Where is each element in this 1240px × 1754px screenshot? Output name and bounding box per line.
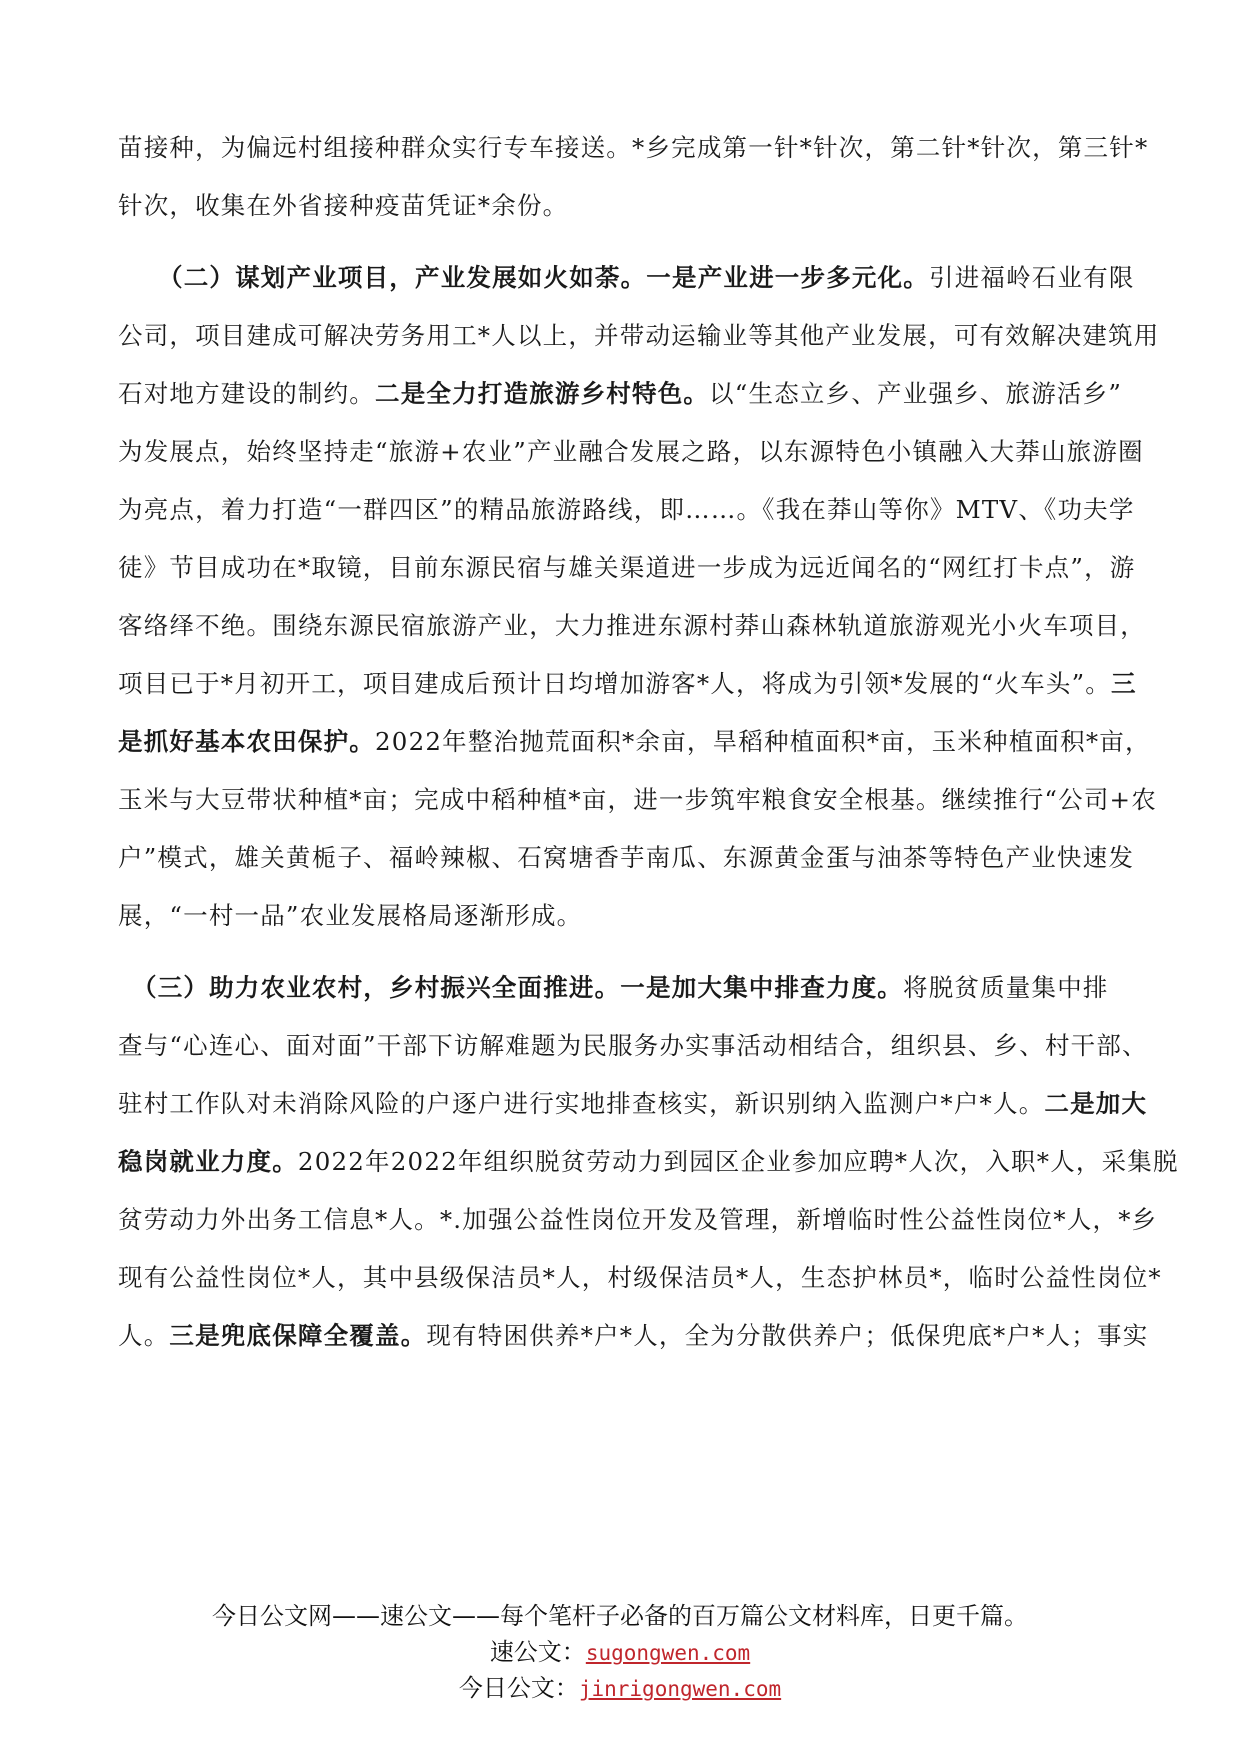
text-line xyxy=(118,1316,1149,1356)
text-line xyxy=(118,1026,1148,1066)
bold-text-segment: 二是加大 xyxy=(1044,1089,1148,1118)
text-segment: 玉米与大豆带状种植*亩；完成中稻种植*亩，进一步筑牢粮食安全根基。继续推行“公司+农 xyxy=(118,785,1157,814)
text-line xyxy=(118,664,1137,704)
text-line xyxy=(118,1084,1148,1124)
text-segment: 引进福岭石业有限 xyxy=(929,263,1135,292)
text-segment: 项目已于*月初开工，项目建成后预计日均增加游客*人，将成为引领*发展的“火车头”。 xyxy=(118,669,1111,698)
footer-sugongwen xyxy=(0,1634,1240,1671)
text-line xyxy=(118,490,1135,530)
text-line xyxy=(118,1142,1179,1182)
text-segment: 户”模式，雄关黄栀子、福岭辣椒、石窝塘香芋南瓜、东源黄金蛋与油茶等特色产业快速发 xyxy=(118,843,1135,872)
text-line xyxy=(118,374,1128,414)
bold-text-segment: 稳岗就业力度。 xyxy=(118,1147,298,1176)
sugongwen-link[interactable]: sugongwen.com xyxy=(585,1641,751,1665)
text-segment: 贫劳动力外出务工信息*人。*.加强公益性岗位开发及管理，新增临时性公益性岗位*人，*乡 xyxy=(118,1205,1158,1234)
text-line xyxy=(118,1200,1158,1240)
text-segment: 针次，收集在外省接种疫苗凭证*余份。 xyxy=(118,191,569,220)
text-line xyxy=(118,896,1128,936)
bold-text-segment: （三）助力农业农村，乡村振兴全面推进。一是加大集中排查力度。 xyxy=(132,973,903,1002)
jinrigongwen-link[interactable]: jinrigongwen.com xyxy=(578,1677,782,1701)
text-segment: 现有特困供养*户*人，全为分散供养户；低保兜底*户*人；事实 xyxy=(426,1321,1149,1350)
text-segment: 为发展点，始终坚持走“旅游+农业”产业融合发展之路，以东源特色小镇融入大莽山旅游圈 xyxy=(118,437,1144,466)
footer-slogan xyxy=(0,1598,1240,1634)
text-segment: 将脱贫质量集中排 xyxy=(903,973,1109,1002)
text-line xyxy=(118,838,1135,878)
text-line xyxy=(118,128,1149,168)
text-segment: 驻村工作队对未消除风险的户逐户进行实地排查核实，新识别纳入监测户*户*人。 xyxy=(118,1089,1045,1118)
text-segment: 现有公益性岗位*人，其中县级保洁员*人，村级保洁员*人，生态护林员*，临时公益性岗位* xyxy=(118,1263,1162,1292)
bold-text-segment: 三是兜底保障全覆盖。 xyxy=(169,1321,427,1350)
text-line xyxy=(118,316,1160,356)
bold-text-segment: 三 xyxy=(1111,669,1137,698)
text-segment: 查与“心连心、面对面”干部下访解难题为民服务办实事活动相结合，组织县、乡、村干部、 xyxy=(118,1031,1148,1060)
footer-jinrigongwen xyxy=(0,1670,1240,1707)
text-line xyxy=(118,1258,1162,1298)
text-line xyxy=(118,432,1144,472)
bold-text-segment: （二）谋划产业项目，产业发展如火如荼。一是产业进一步多元化。 xyxy=(158,263,929,292)
bold-text-segment: 是抓好基本农田保护。 xyxy=(118,727,375,756)
text-line xyxy=(132,968,1142,1008)
text-segment: 人。 xyxy=(118,1321,170,1350)
footer-slogan-text: 今日公文网——速公文——每个笔杆子必备的百万篇公文材料库，日更千篇。 xyxy=(212,1602,1028,1630)
text-segment: 以“生态立乡、产业强乡、旅游活乡” xyxy=(709,379,1123,408)
text-line xyxy=(118,780,1157,820)
footer-jinrigongwen-label: 今日公文： xyxy=(458,1674,579,1702)
text-line xyxy=(118,722,1151,762)
text-line xyxy=(158,258,1168,298)
text-segment: 2022年2022年组织脱贫劳动力到园区企业参加应聘*人次，入职*人，采集脱 xyxy=(297,1147,1179,1176)
text-segment: 为亮点，着力打造“一群四区”的精品旅游路线，即……。《我在莽山等你》MTV、《功夫学 xyxy=(118,495,1135,524)
text-segment: 客络绎不绝。围绕东源民宿旅游产业，大力推进东源村莽山森林轨道旅游观光小火车项目， xyxy=(118,611,1146,640)
text-line xyxy=(118,186,1128,226)
text-segment: 2022年整治抛荒面积*余亩，旱稻种植面积*亩，玉米种植面积*亩， xyxy=(375,727,1151,756)
text-line xyxy=(118,548,1136,588)
text-segment: 展，“一村一品”农业发展格局逐渐形成。 xyxy=(118,901,583,930)
footer-sugongwen-label: 速公文： xyxy=(489,1638,586,1666)
text-segment: 苗接种，为偏远村组接种群众实行专车接送。*乡完成第一针*针次，第二针*针次，第三针* xyxy=(118,133,1149,162)
text-line xyxy=(118,606,1146,646)
bold-text-segment: 二是全力打造旅游乡村特色。 xyxy=(375,379,710,408)
text-segment: 石对地方建设的制约。 xyxy=(118,379,375,408)
text-segment: 徒》节目成功在*取镜，目前东源民宿与雄关渠道进一步成为远近闻名的“网红打卡点”，游 xyxy=(118,553,1136,582)
text-segment: 公司，项目建成可解决劳务用工*人以上，并带动运输业等其他产业发展，可有效解决建筑用 xyxy=(118,321,1160,350)
